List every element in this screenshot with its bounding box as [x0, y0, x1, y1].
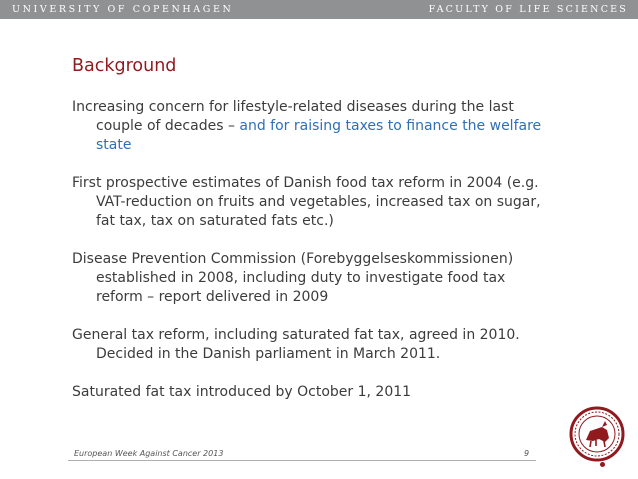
footer-divider: [68, 460, 536, 461]
page-number: 9: [524, 449, 530, 458]
bullet-item: [72, 250, 552, 307]
bullet-item: [72, 98, 552, 155]
seal-dot: [600, 462, 605, 467]
bullet-text: General tax reform, including saturated fat tax, agreed in 2010. Decided in the Danish parliament in March 2011.: [72, 327, 520, 362]
bullet-list: [72, 98, 552, 421]
university-seal-logo: [569, 406, 625, 462]
bullet-text: First prospective estimates of Danish food tax reform in 2004 (e.g. VAT-reduction on fruits and vegetables, increased tax on sugar, fat tax, tax on saturated fats etc.): [72, 175, 541, 229]
bullet-item: [72, 174, 552, 231]
bullet-item: [72, 326, 552, 364]
slide-title: Background: [72, 56, 177, 76]
bullet-item: [72, 383, 552, 402]
footer-event: European Week Against Cancer 2013: [74, 449, 224, 458]
bullet-text: Disease Prevention Commission (Forebyggelseskommissionen) established in 2008, including duty to investigate food tax reform – report delivered in 2009: [72, 251, 514, 305]
bullet-text: Saturated fat tax introduced by October 1, 2011: [72, 384, 412, 400]
faculty-name: FACULTY OF LIFE SCIENCES: [428, 4, 628, 15]
university-name: UNIVERSITY OF COPENHAGEN: [12, 4, 234, 15]
bullet-text: Increasing concern for lifestyle-related diseases during the last couple of decades –: [72, 99, 514, 134]
header-bar: [0, 0, 638, 19]
bullet-highlight: and for raising taxes to finance the welfare state: [96, 118, 542, 153]
